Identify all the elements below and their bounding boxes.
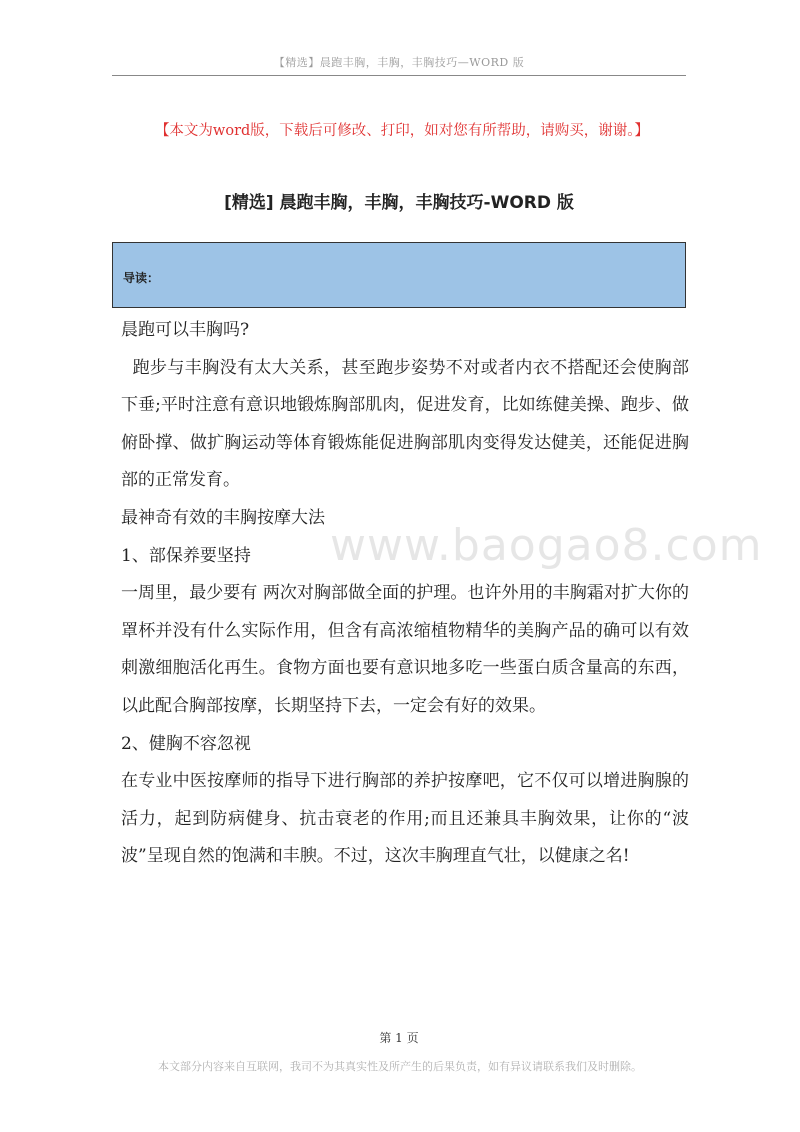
document-body	[121, 312, 689, 876]
purchase-notice: 【本文为word版，下载后可修改、打印，如对您有所帮助，请购买，谢谢。】	[154, 123, 650, 139]
body-paragraph: 在专业中医按摩师的指导下进行胸部的养护按摩吧，它不仅可以增进胸腺的活力，起到防病健身、抗击衰老的作用;而且还兼具丰胸效果，让你的“波波”呈现自然的饱满和丰腴。不过，这次丰胸理直气壮，以健康之名!	[121, 771, 689, 867]
document-title: [精选] 晨跑丰胸，丰胸，丰胸技巧-WORD 版	[224, 193, 574, 213]
question-heading: 晨跑可以丰胸吗?	[121, 320, 250, 340]
intro-box	[112, 242, 686, 308]
watermark: www.baogao8.com	[330, 520, 763, 571]
subsection-heading: 1、部保养要坚持	[121, 545, 251, 566]
page-number: 第 1 页	[379, 1031, 419, 1045]
body-paragraph: 一周里，最少要有 两次对胸部做全面的护理。也许外用的丰胸霜对扩大你的罩杯并没有什么实际作用，但含有高浓缩植物精华的美胸产品的确可以有效刺激细胞活化再生。食物方面也要有意识地多吃一些蛋白质含量高的东西，以此配合胸部按摩，长期坚持下去，一定会有好的效果。	[121, 583, 689, 716]
intro-label: 导读：	[123, 271, 160, 285]
section-heading: 最神奇有效的丰胸按摩大法	[121, 507, 325, 528]
page-header: 【精选】晨跑丰胸，丰胸，丰胸技巧—WORD 版	[273, 56, 525, 69]
header-divider	[112, 75, 686, 76]
footer-disclaimer: 本文部分内容来自互联网，我司不为其真实性及所产生的后果负责，如有异议请联系我们及时删除。	[158, 1060, 642, 1073]
subsection-heading: 2、健胸不容忽视	[121, 733, 251, 754]
body-paragraph: 跑步与丰胸没有太大关系，甚至跑步姿势不对或者内衣不搭配还会使胸部下垂;平时注意有意识地锻炼胸部肌肉，促进发育，比如练健美操、跑步、做俯卧撑、做扩胸运动等体育锻炼能促进胸部肌肉变得发达健美，还能促进胸部的正常发育。	[121, 357, 689, 491]
